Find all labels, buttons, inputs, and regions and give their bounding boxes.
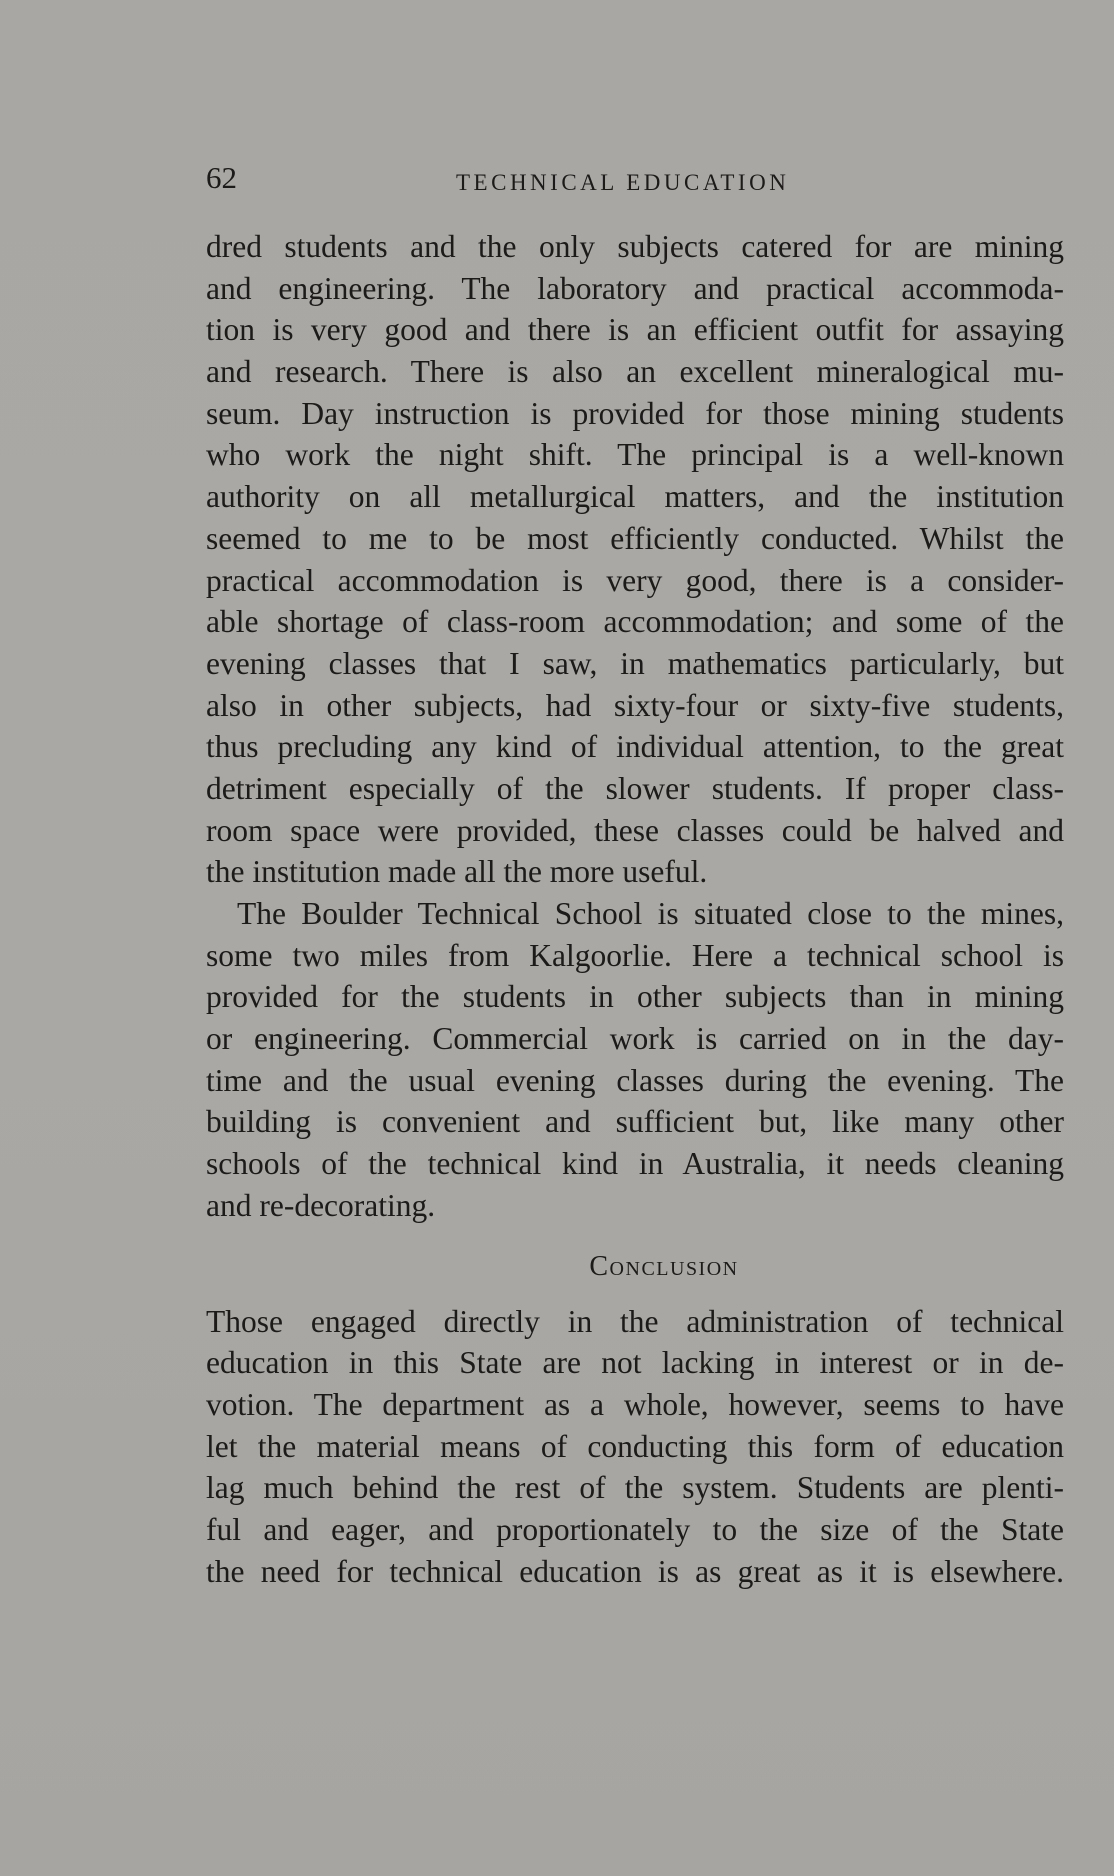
body-text [206,226,1064,1592]
text-line: seum. Day instruction is provided for those mining students [206,395,1064,431]
text-line: time and the usual evening classes during the evening. The [206,1062,1064,1098]
text-line: building is convenient and sufficient but, like many other [206,1104,1064,1140]
text-line: or engineering. Commercial work is carried on in the day- [206,1021,1064,1057]
text-line: who work the night shift. The principal is a well-known [206,437,1064,473]
paragraph-1 [206,226,1064,893]
text-line: thus precluding any kind of individual attention, to the great [206,729,1064,765]
section-heading: Conclusion [589,1250,739,1282]
text-line: and research. There is also an excellent mineralogical mu- [206,354,1064,390]
text-line: votion. The department as a whole, however, seems to have [206,1386,1064,1422]
text-line: authority on all metallurgical matters, and the institution [206,479,1064,515]
paragraph-3 [206,1301,1064,1593]
page-number: 62 [206,160,237,195]
text-line: let the material means of conducting this form of education [206,1428,1064,1464]
text-line: detriment especially of the slower students. If proper class- [206,770,1064,806]
text-line: education in this State are not lacking in interest or in de- [206,1345,1064,1381]
text-line: tion is very good and there is an efficient outfit for assaying [206,312,1064,348]
text-line: the need for technical education is as great as it is elsewhere. [206,1553,1064,1589]
running-head [206,160,1064,200]
text-line: dred students and the only subjects catered for are mining [206,229,1064,264]
text-line: the institution made all the more useful. [206,854,708,890]
text-line: room space were provided, these classes could be halved and [206,812,1064,848]
text-line: some two miles from Kalgoorlie. Here a technical school is [206,937,1064,973]
text-line: also in other subjects, had sixty-four or sixty-five students, [206,687,1064,723]
running-title: TECHNICAL EDUCATION [456,170,790,195]
text-line: practical accommodation is very good, there is a consider- [206,562,1064,598]
text-line: schools of the technical kind in Australia, it needs cleaning [206,1146,1064,1182]
paragraph-2 [206,893,1064,1227]
text-line: The Boulder Technical School is situated close to the mines, [237,896,1064,931]
text-line: able shortage of class-room accommodation; and some of the [206,604,1064,640]
text-line: and re-decorating. [206,1187,436,1223]
text-line: provided for the students in other subjects than in mining [206,979,1064,1015]
text-line: ful and eager, and proportionately to the size of the State [206,1511,1064,1547]
text-line: evening classes that I saw, in mathematics particularly, but [206,645,1064,681]
text-line: seemed to me to be most efficiently conducted. Whilst the [206,520,1064,556]
text-line: and engineering. The laboratory and practical accommoda- [206,270,1064,306]
text-line: Those engaged directly in the administration of technical [206,1303,1064,1339]
text-line: lag much behind the rest of the system. Students are plenti- [206,1470,1064,1506]
